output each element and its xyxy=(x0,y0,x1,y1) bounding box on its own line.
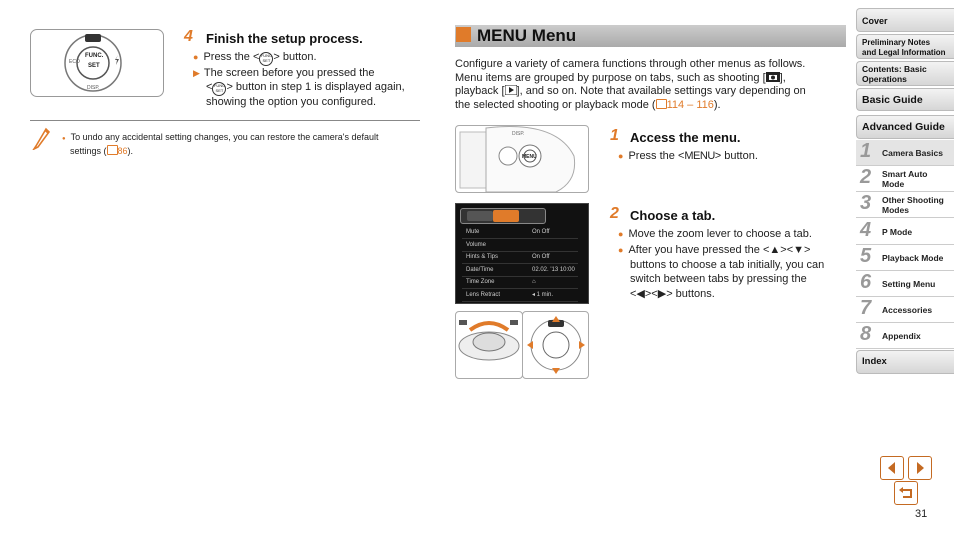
bullet-icon: ● xyxy=(62,136,66,142)
chapter-label: Modes xyxy=(882,205,909,216)
camera-tab-icon xyxy=(766,72,780,82)
settings-tab xyxy=(493,210,519,222)
nav-chapter-5[interactable] xyxy=(856,245,954,271)
nav-chapter-8[interactable] xyxy=(856,323,954,349)
chapter-number: 6 xyxy=(860,271,872,293)
chapter-label: P Mode xyxy=(882,226,913,237)
return-button[interactable] xyxy=(894,481,918,505)
menu-row-value: ◂ 1 min. xyxy=(532,291,554,298)
text-fragment: ). xyxy=(713,99,721,111)
step-4-title: Finish the setup process. xyxy=(206,31,363,46)
bullet-icon: ● xyxy=(193,52,199,62)
camera-disp-label: DISP. xyxy=(512,131,525,137)
book-reference-icon xyxy=(656,99,667,109)
chapter-number: 8 xyxy=(860,323,872,346)
step-4-result xyxy=(193,66,423,81)
text-fragment: – xyxy=(684,99,697,111)
menu-row-value: ⌂ xyxy=(532,279,536,285)
chapter-label: Mode xyxy=(882,179,905,190)
nav-preliminary-notes[interactable] xyxy=(856,34,954,59)
step-1-title: Access the menu. xyxy=(630,130,741,145)
result-arrow-icon: ▶ xyxy=(193,68,200,78)
chapter-number: 4 xyxy=(860,218,872,241)
dial-arrows-illustration xyxy=(522,311,589,379)
page-reference-link[interactable]: 86 xyxy=(117,146,128,156)
text-fragment: > button. xyxy=(273,51,317,63)
text-fragment: To undo any accidental setting changes, you can restore the camera's default xyxy=(70,132,379,142)
chapter-number: 5 xyxy=(860,244,872,267)
chapter-number: 1 xyxy=(860,140,872,162)
step-2-number: 2 xyxy=(610,205,619,222)
intro-line-4 xyxy=(455,98,850,113)
arrow-left-icon xyxy=(881,457,903,479)
dial-eco-label: ECO xyxy=(69,59,80,65)
bullet-icon: ● xyxy=(618,229,624,239)
page-number: 31 xyxy=(915,508,928,520)
step-2-bullet-2-line-4: <◀><▶> buttons. xyxy=(630,288,715,300)
text-fragment: Move the zoom lever to choose a tab. xyxy=(628,228,812,240)
step-4-number: 4 xyxy=(184,28,193,45)
dial-disp-label: DISP. xyxy=(87,85,100,91)
nav-index[interactable]: Index xyxy=(856,350,954,374)
text-fragment: After you have pressed the <▲><▼> xyxy=(628,244,811,256)
menu-row-label: Mute xyxy=(466,229,480,235)
text-fragment: > button. xyxy=(714,150,758,162)
step-4-bullet xyxy=(193,50,423,66)
step-2-bullet-2-line-3: switch between tabs by pressing the xyxy=(630,273,807,285)
menu-button-glyph: MENU xyxy=(684,150,715,162)
note-line-2 xyxy=(70,144,420,158)
step-2-bullet-2 xyxy=(618,243,848,258)
step-4-result-line3: showing the option you configured. xyxy=(206,96,377,108)
menu-row-label: Date/Time xyxy=(466,266,494,273)
menu-row xyxy=(462,251,578,264)
text-fragment: Press the < xyxy=(628,150,685,162)
book-reference-icon xyxy=(107,145,118,155)
arrow-right-icon xyxy=(909,457,931,479)
menu-row xyxy=(462,289,578,302)
text-fragment: Press the < xyxy=(203,51,260,63)
camera-menu-button-illustration xyxy=(455,125,589,193)
bullet-icon: ● xyxy=(618,151,624,161)
chapter-label: Other Shooting xyxy=(882,195,944,206)
section-marker xyxy=(456,27,471,42)
func-set-button-icon: FUNC SET xyxy=(212,82,226,96)
menu-row-value: On Off xyxy=(532,229,550,235)
playback-icon xyxy=(505,85,517,95)
menu-row-value: 02.02. '13 10:00 xyxy=(532,266,575,273)
menu-row xyxy=(462,226,578,239)
prev-page-button[interactable] xyxy=(880,456,904,480)
nav-chapter-1[interactable] xyxy=(856,140,954,166)
chapter-label: Accessories xyxy=(882,305,933,316)
menu-row xyxy=(462,276,578,289)
menu-row-label: Volume xyxy=(466,241,487,248)
menu-row xyxy=(462,264,578,277)
nav-chapter-6[interactable] xyxy=(856,271,954,297)
camera-menu-label: MENU xyxy=(522,154,537,160)
dial-func-label: FUNC. xyxy=(85,53,104,59)
nav-chapter-3[interactable] xyxy=(856,192,954,218)
menu-tab-bar xyxy=(460,208,546,224)
page-reference-link[interactable]: 114 xyxy=(666,99,685,111)
text-fragment: playback [ xyxy=(455,85,505,97)
nav-contents[interactable] xyxy=(856,61,954,86)
section-divider xyxy=(30,120,420,121)
step-1-number: 1 xyxy=(610,127,619,144)
chapter-number: 3 xyxy=(860,192,872,215)
next-page-button[interactable] xyxy=(908,456,932,480)
chapter-label: Setting Menu xyxy=(882,279,936,289)
text-fragment: < xyxy=(206,81,213,93)
step-4-result-line2 xyxy=(206,80,426,96)
intro-line-1: Configure a variety of camera functions through other menus as follows. xyxy=(455,58,806,70)
chapter-label: Playback Mode xyxy=(882,252,944,263)
chapter-label: Camera Basics xyxy=(882,148,943,158)
shooting-tab xyxy=(467,211,493,221)
chapter-number: 2 xyxy=(860,166,872,189)
nav-chapter-7[interactable] xyxy=(856,297,954,323)
nav-chapter-2[interactable] xyxy=(856,166,954,192)
menu-row xyxy=(462,239,578,252)
nav-chapter-4[interactable] xyxy=(856,219,954,245)
func-set-button-icon: FUNC SET xyxy=(259,52,273,66)
step-2-title: Choose a tab. xyxy=(630,208,716,223)
chapter-label: Appendix xyxy=(882,331,921,342)
text-fragment: settings ( xyxy=(70,146,107,156)
menu-row-label: Lens Retract xyxy=(466,291,501,298)
control-dial-illustration xyxy=(30,29,164,97)
text-fragment: Menu items are grouped by purpose on tabs, such as shooting [ xyxy=(455,72,766,84)
nav-advanced-guide[interactable]: Advanced Guide xyxy=(856,115,954,139)
bullet-icon: ● xyxy=(618,245,624,255)
text-fragment: The screen before you pressed the xyxy=(203,67,375,79)
menu-screen-illustration xyxy=(455,203,589,304)
control-dial-arrows-icon xyxy=(523,312,588,378)
step-2-bullet-1 xyxy=(618,227,848,242)
nav-label: Preliminary Notes xyxy=(862,38,931,47)
text-fragment: > button in step 1 is displayed again, xyxy=(226,81,405,93)
page-reference-link[interactable]: 116 xyxy=(696,99,714,111)
nav-label: and Legal Information xyxy=(862,48,946,57)
nav-basic-guide[interactable]: Basic Guide xyxy=(856,88,954,111)
intro-line-3 xyxy=(455,84,850,99)
menu-row-label: Time Zone xyxy=(466,279,495,285)
text-fragment: ], and so on. Note that available settings vary depending on xyxy=(516,85,806,97)
nav-cover[interactable]: Cover xyxy=(856,8,954,32)
chapter-number: 7 xyxy=(860,297,872,320)
pencil-note-icon xyxy=(32,126,52,150)
section-title: MENU Menu xyxy=(477,26,577,45)
menu-row-label: Hints & Tips xyxy=(466,254,499,260)
zoom-lever-illustration xyxy=(455,311,523,379)
text-fragment: ). xyxy=(127,146,134,156)
dial-set-label: SET xyxy=(88,63,100,69)
step-2-bullet-2-line-2: buttons to choose a tab initially, you can xyxy=(630,259,825,271)
text-fragment: the selected shooting or playback mode ( xyxy=(455,99,656,111)
text-fragment: ], xyxy=(779,72,786,84)
menu-row-value: On Off xyxy=(532,254,550,260)
return-arrow-icon xyxy=(895,482,917,504)
chapter-label: Smart Auto xyxy=(882,169,928,180)
nav-label: Operations xyxy=(862,74,907,84)
step-1-bullet xyxy=(618,149,848,164)
zoom-lever-icon xyxy=(456,312,522,378)
nav-label: Contents: Basic xyxy=(862,64,927,74)
